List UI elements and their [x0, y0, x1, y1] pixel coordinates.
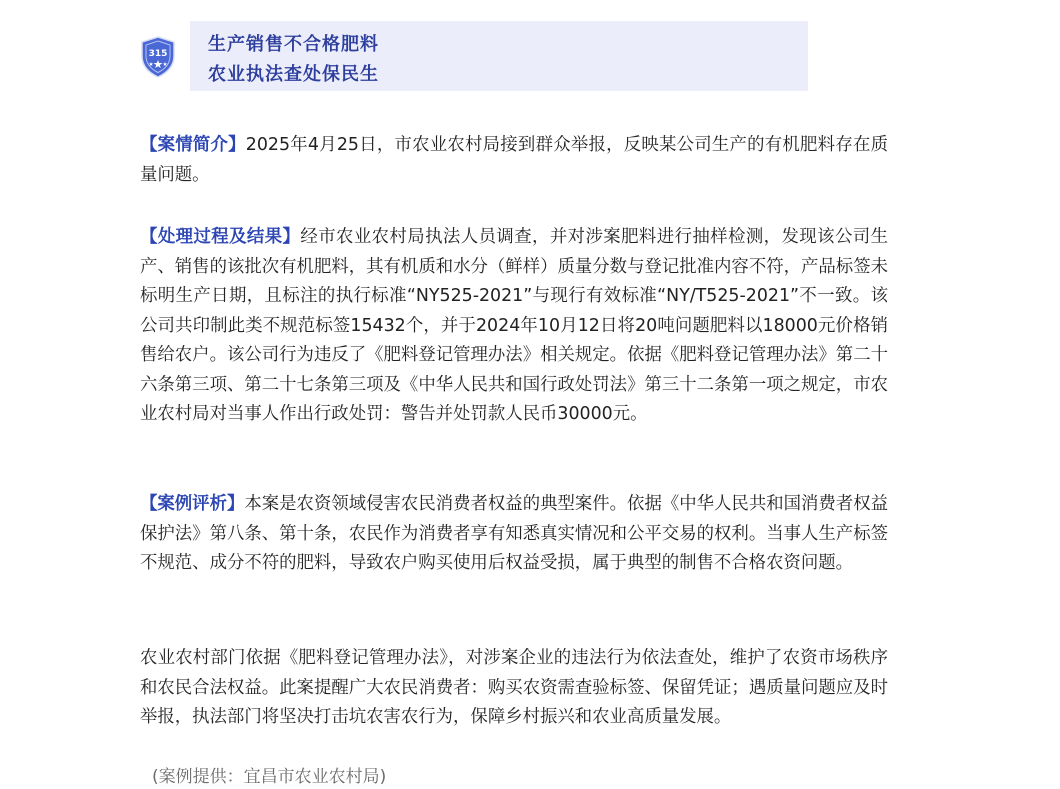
badge-text: 315	[148, 49, 168, 59]
process-result-text: 经市农业农村局执法人员调查，并对涉案肥料进行抽样检测，发现该公司生产、销售的该批次有机肥料，其有机质和水分（鲜样）质量分数与登记批准内容不符，产品标签未标明生产日期，且标注的执行标准“NY525-2021”与现行有效标准“NY/T525-2021”不一致。该公司共印制此类不规范标签15432个，并于2024年10月12日将20吨问题肥料以18000元价格销售给农户。该公司行为违反了《肥料登记管理办法》相关规定。依据《肥料登记管理办法》第二十六条第三项、第二十七条第三项及《中华人民共和国行政处罚法》第三十二条第一项之规定，市农业农村局对当事人作出行政处罚：警告并处罚款人民币30000元。	[140, 227, 888, 424]
closing-paragraph: 农业农村部门依据《肥料登记管理办法》，对涉案企业的违法行为依法查处，维护了农资市场秩序和农民合法权益。此案提醒广大农民消费者：购买农资需查验标签、保留凭证；遇质量问题应及时举报，执法部门将坚决打击坑农害农行为，保障乡村振兴和农业高质量发展。	[140, 648, 888, 727]
case-source-note: (案例提供：宜昌市农业农村局)	[152, 767, 387, 787]
case-analysis-text: 本案是农资领域侵害农民消费者权益的典型案件。依据《中华人民共和国消费者权益保护法》第八条、第十条，农民作为消费者享有知悉真实情况和公平交易的权利。当事人生产标签不规范、成分不符的肥料，导致农户购买使用后权益受损，属于典型的制售不合格农资问题。	[140, 494, 888, 573]
case-summary-paragraph	[140, 131, 888, 190]
case-summary-label: 【案情简介】	[140, 135, 246, 155]
page-title-line1: 生产销售不合格肥料	[208, 34, 379, 55]
shield-315-badge-icon	[140, 36, 176, 78]
case-analysis-label: 【案例评析】	[140, 494, 245, 514]
case-analysis-paragraph	[140, 490, 888, 579]
case-summary-text: 2025年4月25日，市农业农村局接到群众举报，反映某公司生产的有机肥料存在质量问题。	[140, 135, 888, 185]
process-result-paragraph	[140, 223, 888, 430]
page-title-line2: 农业执法查处保民生	[208, 64, 379, 85]
process-result-label: 【处理过程及结果】	[140, 227, 301, 247]
